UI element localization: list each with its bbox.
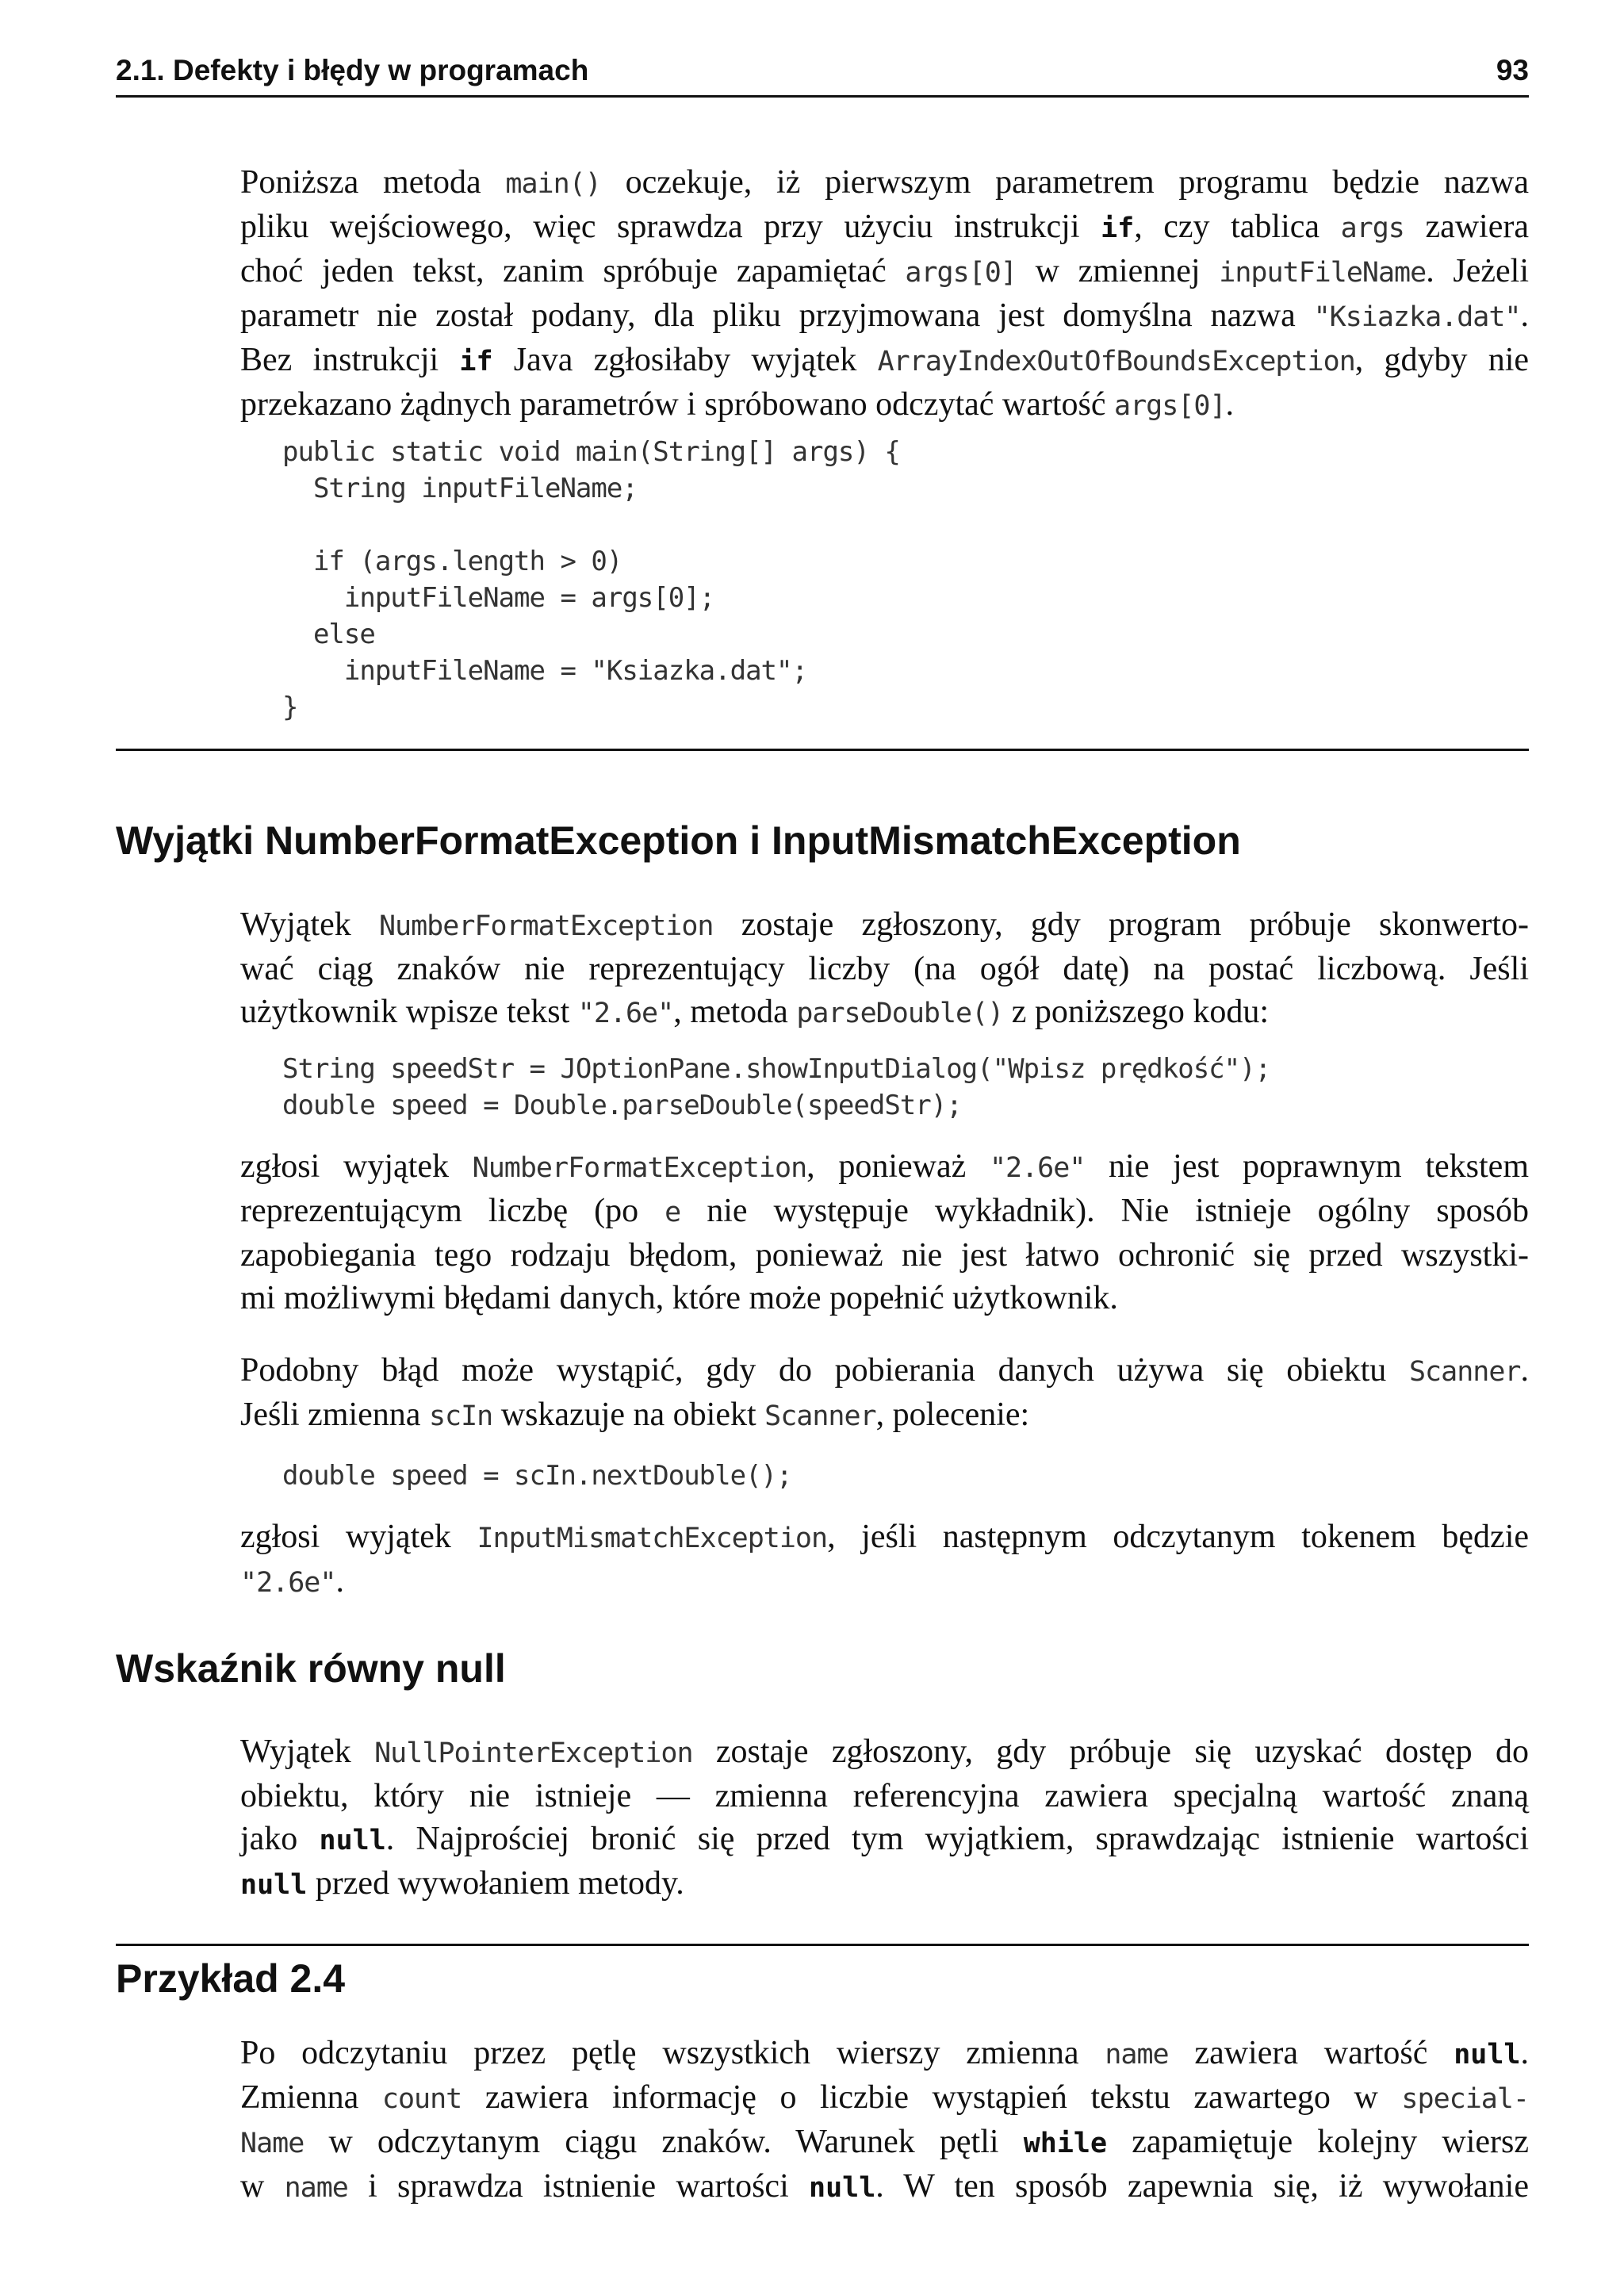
text-line: przekazano żądnych parametrów i spróbowano odczytać wartość args[0]. — [240, 386, 1235, 423]
text-line: obiektu, który nie istnieje — zmienna referencyjna zawiera specjalną wartość znaną — [240, 1778, 1529, 1814]
running-head-title: 2.1. Defekty i błędy w programach — [116, 54, 589, 86]
inline-code: NullPointerException — [374, 1737, 693, 1769]
paragraph-numberformat — [240, 903, 1529, 1035]
text-line: Name w odczytanym ciągu znaków. Warunek pętli while zapamiętuje kolejny wiersz — [240, 2124, 1530, 2160]
inline-code: main() — [505, 168, 601, 200]
inline-code: InputMismatchException — [477, 1523, 828, 1554]
text-line: Jeśli zmienna scIn wskazuje na obiekt Scanner, polecenie: — [240, 1396, 1030, 1433]
code-listing-nextdouble — [282, 1458, 792, 1494]
inline-code: if — [1101, 213, 1135, 244]
inline-code: "Ksiazka.dat" — [1313, 301, 1521, 333]
inline-code: null — [1454, 2039, 1521, 2071]
inline-code: args[0] — [905, 257, 1017, 289]
paragraph-main-method — [240, 161, 1529, 427]
paragraph-example — [240, 2032, 1529, 2209]
inline-code: while — [1023, 2128, 1108, 2159]
code-listing-parsedouble — [282, 1051, 1270, 1124]
inline-code: NumberFormatException — [472, 1152, 807, 1184]
code-line: String inputFileName; — [282, 473, 638, 504]
code-line: } — [282, 692, 298, 723]
text-line: wać ciąg znaków nie reprezentujący liczby (na ogół datę) na postać liczbową. Jeśli — [240, 951, 1529, 987]
text-line: jako null. Najprościej bronić się przed tym wyjątkiem, sprawdzając istnienie wartości — [240, 1821, 1529, 1857]
inline-code: count — [381, 2083, 462, 2115]
text-line: null przed wywołaniem metody. — [240, 1865, 684, 1902]
inline-code: "2.6e" — [577, 998, 674, 1029]
text-line: "2.6e". — [240, 1563, 344, 1599]
inline-code: name — [1105, 2039, 1169, 2071]
inline-code: inputFileName — [1219, 257, 1427, 289]
inline-code: "2.6e" — [989, 1152, 1086, 1184]
page-number: 93 — [1496, 54, 1529, 86]
text-line: Bez instrukcji if Java zgłosiłaby wyjątek ArrayIndexOutOfBoundsException, gdyby nie — [240, 342, 1530, 378]
code-line: double speed = scIn.nextDouble(); — [282, 1460, 792, 1492]
section-divider — [116, 749, 1529, 751]
code-line: if (args.length > 0) — [282, 546, 622, 577]
inline-code: "2.6e" — [240, 1567, 336, 1599]
code-line: else — [282, 619, 375, 650]
text-line: Poniższa metoda main() oczekuje, iż pierwszym parametrem programu będzie nazwa — [240, 164, 1529, 201]
text-line: zgłosi wyjątek NumberFormatException, ponieważ "2.6e" nie jest poprawnym tekstem — [240, 1148, 1529, 1185]
inline-code: scIn — [428, 1400, 493, 1432]
section-heading: Wyjątki NumberFormatException i InputMismatchException — [116, 818, 1241, 863]
text-line: Zmienna count zawiera informację o liczbie wystąpień tekstu zawartego w special- — [240, 2079, 1529, 2116]
paragraph-nullpointer — [240, 1730, 1529, 1906]
inline-code: null — [319, 1825, 386, 1856]
text-line: parametr nie został podany, dla pliku przyjmowana jest domyślna nazwa "Ksiazka.dat". — [240, 297, 1529, 334]
text-line: reprezentującym liczbę (po e nie występuje wykładnik). Nie istnieje ogólny sposób — [240, 1193, 1529, 1229]
inline-code: e — [665, 1197, 681, 1228]
code-line: double speed = Double.parseDouble(speedStr); — [282, 1090, 962, 1121]
section-heading: Wskaźnik równy null — [116, 1646, 506, 1691]
inline-code: name — [284, 2172, 348, 2204]
text-line: użytkownik wpisze tekst "2.6e", metoda parseDouble() z poniższego kodu: — [240, 994, 1270, 1030]
paragraph-numberformat-explanation — [240, 1145, 1529, 1320]
section-divider — [116, 1944, 1529, 1946]
text-line: mi możliwymi błędami danych, które może popełnić użytkownik. — [240, 1280, 1118, 1316]
code-line: String speedStr = JOptionPane.showInputDialog("Wpisz prędkość"); — [282, 1053, 1271, 1085]
inline-code: Scanner — [1408, 1356, 1521, 1388]
code-line: public static void main(String[] args) { — [282, 436, 900, 468]
inline-code: null — [240, 1869, 308, 1901]
text-line: zgłosi wyjątek InputMismatchException, jeśli następnym odczytanym tokenem będzie — [240, 1519, 1530, 1555]
paragraph-inputmismatch — [240, 1515, 1529, 1604]
code-line: inputFileName = "Ksiazka.dat"; — [282, 655, 807, 687]
inline-code: Name — [240, 2128, 304, 2159]
inline-code: Scanner — [764, 1400, 876, 1432]
code-listing-main — [282, 434, 900, 726]
text-line: zapobiegania tego rodzaju błędom, ponieważ nie jest łatwo ochronić się przed wszystki- — [240, 1237, 1529, 1274]
text-line: Wyjątek NullPointerException zostaje zgłoszony, gdy próbuje się uzyskać dostęp do — [240, 1734, 1529, 1770]
text-line: Podobny błąd może wystąpić, gdy do pobierania danych używa się obiektu Scanner. — [240, 1352, 1529, 1389]
text-line: Po odczytaniu przez pętlę wszystkich wierszy zmienna name zawiera wartość null. — [240, 2035, 1530, 2071]
inline-code: args — [1340, 213, 1404, 244]
inline-code: args[0] — [1114, 390, 1226, 422]
inline-code: null — [809, 2172, 876, 2204]
code-line: inputFileName = args[0]; — [282, 582, 715, 614]
example-heading: Przykład 2.4 — [116, 1956, 346, 2001]
code-line — [282, 507, 900, 543]
text-line: Wyjątek NumberFormatException zostaje zgłoszony, gdy program próbuje skonwerto- — [240, 906, 1529, 943]
inline-code: ArrayIndexOutOfBoundsException — [877, 346, 1355, 377]
text-line: choć jeden tekst, zanim spróbuje zapamiętać args[0] w zmiennej inputFileName. Jeżeli — [240, 253, 1529, 289]
inline-code: parseDouble() — [796, 998, 1004, 1029]
paragraph-scanner — [240, 1349, 1529, 1438]
inline-code: NumberFormatException — [378, 910, 714, 942]
inline-code: special- — [1401, 2083, 1529, 2115]
text-line: w name i sprawdza istnienie wartości null. W ten sposób zapewnia się, iż wywołanie — [240, 2168, 1529, 2205]
running-head — [116, 49, 1529, 98]
text-line: pliku wejściowego, więc sprawdza przy użyciu instrukcji if, czy tablica args zawiera — [240, 209, 1529, 245]
inline-code: if — [459, 346, 493, 377]
